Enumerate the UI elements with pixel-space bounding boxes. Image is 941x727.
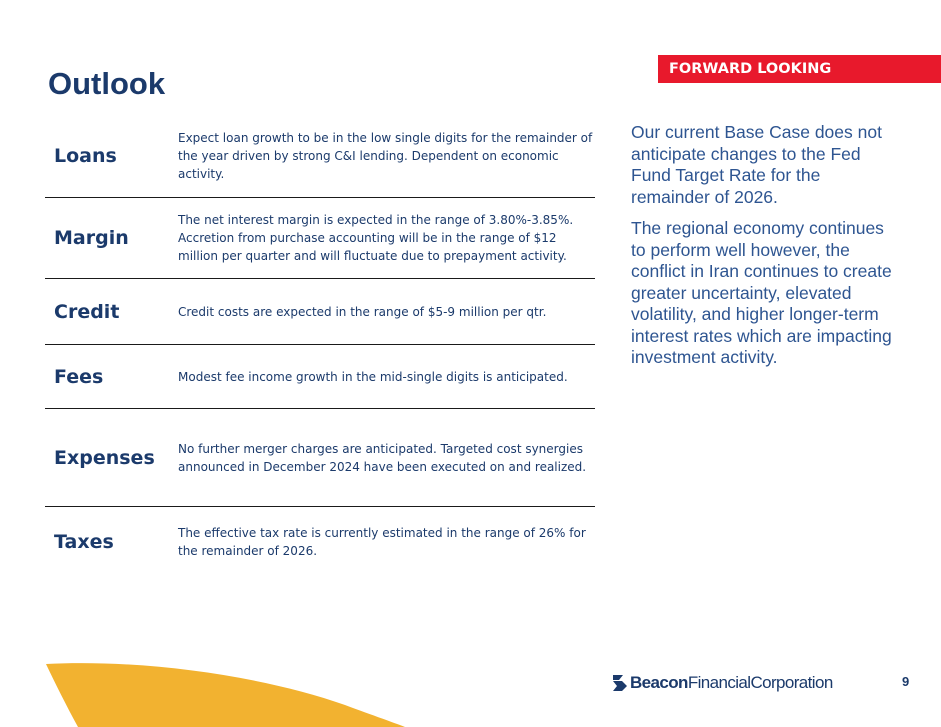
outlook-row-taxes [45, 507, 595, 577]
beacon-logo-icon [613, 674, 627, 692]
outlook-row-loans [45, 115, 595, 198]
commentary-paragraph: Our current Base Case does not anticipate changes to the Fed Fund Target Rate for the remainder of 2026. [631, 122, 882, 207]
row-label: Credit [54, 300, 120, 323]
logo-wordmark [630, 672, 833, 694]
page-title: Outlook [48, 66, 166, 101]
row-text: The net interest margin is expected in the range of 3.80%-3.85%. Accretion from purchase accounting will be in the range of $12 million per quarter and will fluctuate due to prepayment activity. [178, 213, 574, 263]
outlook-table [45, 115, 595, 577]
company-logo [613, 672, 833, 694]
commentary-paragraph: The regional economy continues to perform well however, the conflict in Iran continues to create greater uncertainty, elevated volatility, and higher longer-term interest rates which are impacting investment activity. [631, 218, 892, 367]
outlook-row-expenses [45, 409, 595, 507]
row-text: Modest fee income growth in the mid-single digits is anticipated. [178, 369, 568, 384]
outlook-row-fees [45, 345, 595, 409]
row-text: Credit costs are expected in the range of $5-9 million per qtr. [178, 304, 547, 319]
row-label: Taxes [54, 531, 114, 553]
logo-text-financial-corporation: FinancialCorporation [687, 673, 833, 692]
row-text: No further merger charges are anticipated. Targeted cost synergies announced in December 2024 have been executed on and realized. [178, 441, 587, 474]
row-text: Expect loan growth to be in the low single digits for the remainder of the year driven by strong C&I lending. Dependent on economic activity. [178, 131, 593, 181]
row-label: Loans [54, 145, 117, 167]
row-text: The effective tax rate is currently estimated in the range of 26% for the remainder of 2026. [178, 526, 586, 558]
outlook-row-margin [45, 198, 595, 279]
row-label: Margin [54, 227, 129, 249]
row-label: Fees [54, 365, 104, 388]
forward-looking-tag: FORWARD LOOKING [658, 55, 941, 83]
gold-swoosh-decoration [0, 655, 420, 727]
logo-text-beacon: Beacon [630, 673, 688, 692]
commentary-panel [631, 122, 903, 379]
outlook-row-credit [45, 279, 595, 345]
page-number: 9 [902, 674, 910, 689]
row-label: Expenses [54, 446, 155, 469]
